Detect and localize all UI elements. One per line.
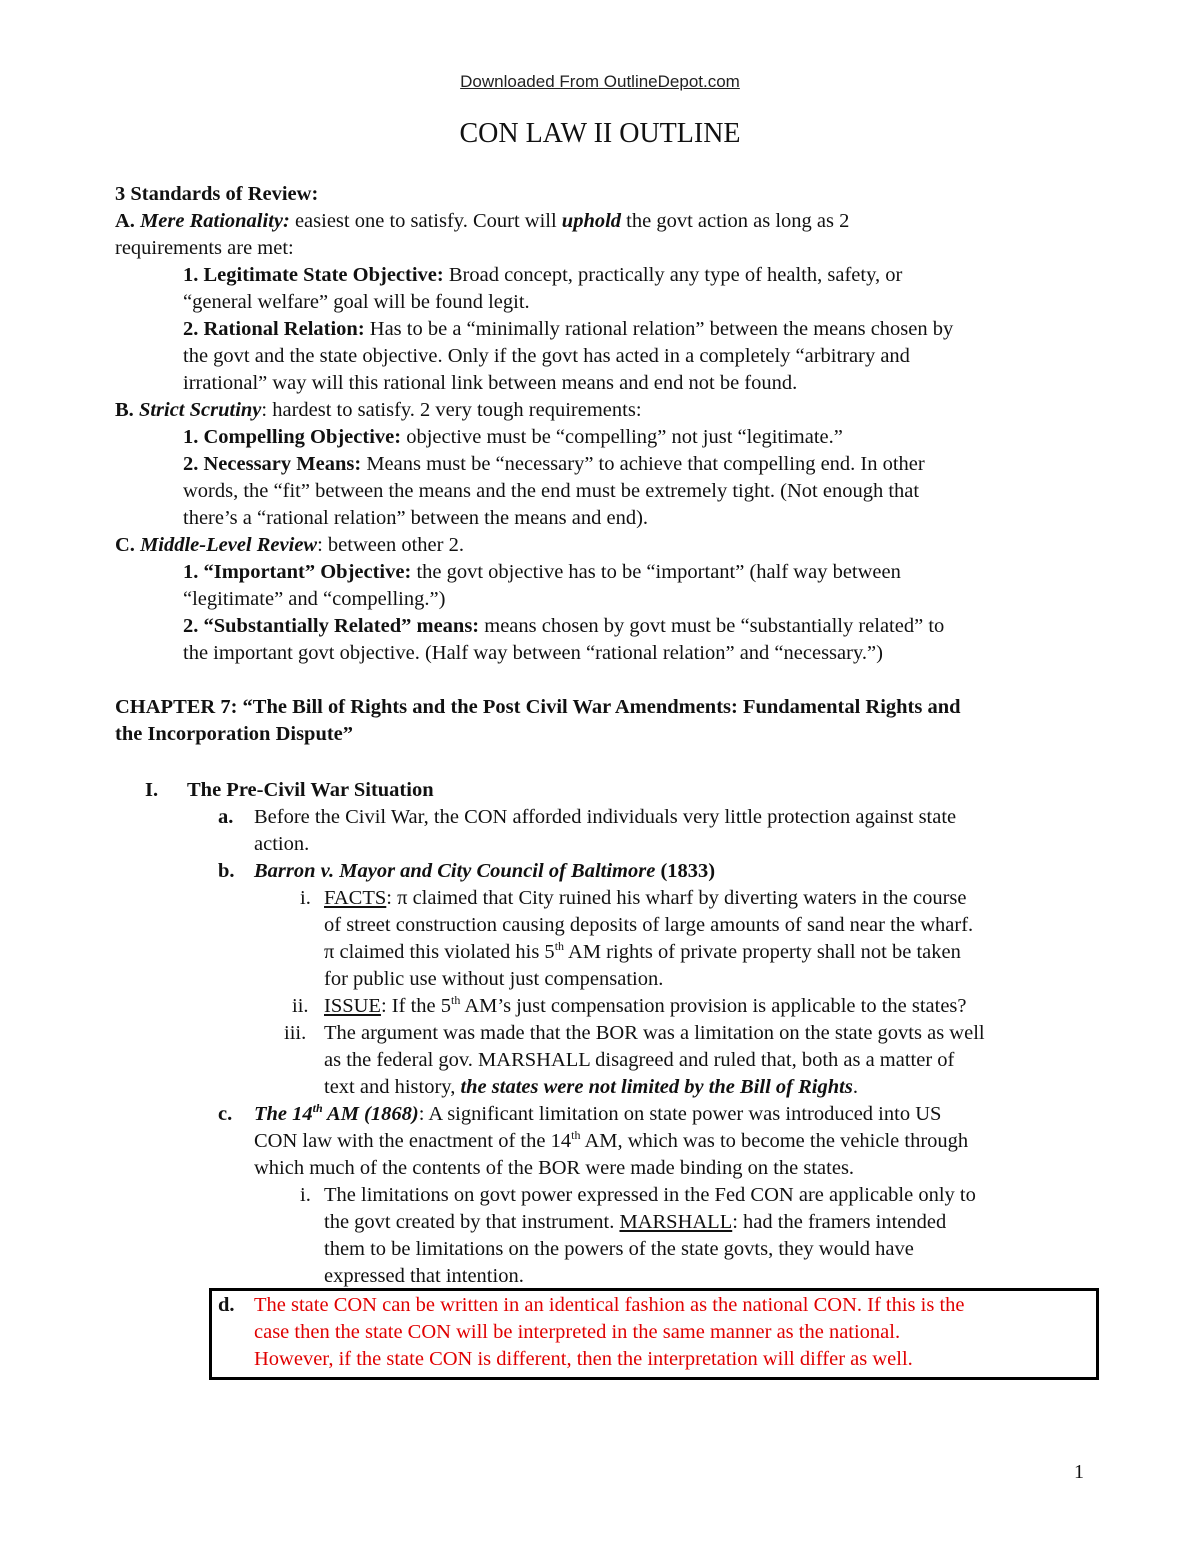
standard-b-item2-line1: 2. Necessary Means: Means must be “necessary” to achieve that compelling end. In other [183, 453, 925, 475]
standard-c-line1: C. Middle-Level Review: between other 2. [115, 534, 464, 556]
c-sub-line2: the govt created by that instrument. MARSHALL: had the framers intended [324, 1211, 947, 1233]
standard-b-item2-line2: words, the “fit” between the means and the end must be extremely tight. (Not enough that [183, 480, 920, 502]
standard-a-line1: A. Mere Rationality: easiest one to satisfy. Court will uphold the govt action as long as 2 [115, 210, 850, 232]
chapter-heading-line1: CHAPTER 7: “The Bill of Rights and the Post Civil War Amendments: Fundamental Rights and [115, 696, 961, 718]
holding-numeral: iii. [284, 1022, 307, 1044]
facts-numeral: i. [300, 887, 311, 909]
item-c-line1: The 14th AM (1868): A significant limitation on state power was introduced into US [254, 1101, 942, 1125]
c-sub-line4: expressed that intention. [324, 1265, 524, 1287]
standard-b-item1-line1: 1. Compelling Objective: objective must be “compelling” not just “legitimate.” [183, 426, 843, 448]
document-title: CON LAW II OUTLINE [459, 118, 741, 149]
standard-c-item2-line2: the important govt objective. (Half way between “rational relation” and “necessary.”) [183, 642, 883, 664]
standard-a-item2-line1: 2. Rational Relation: Has to be a “minimally rational relation” between the means chosen by [183, 318, 954, 340]
item-d-line3: However, if the state CON is different, then the interpretation will differ as well. [254, 1348, 913, 1370]
page-number: 1 [1074, 1461, 1084, 1483]
facts-line1: FACTS: π claimed that City ruined his wharf by diverting waters in the course [324, 887, 967, 909]
holding-line2: as the federal gov. MARSHALL disagreed and ruled that, both as a matter of [324, 1049, 955, 1071]
item-d-letter: d. [218, 1294, 235, 1316]
standard-b-line1: B. Strict Scrutiny: hardest to satisfy. 2 very tough requirements: [115, 399, 642, 421]
issue-numeral: ii. [292, 995, 309, 1017]
item-c-line3: which much of the contents of the BOR were made binding on the states. [254, 1157, 855, 1179]
item-c-line2: CON law with the enactment of the 14th AM, which was to become the vehicle through [254, 1128, 969, 1152]
item-a-letter: a. [218, 806, 234, 828]
item-c-letter: c. [218, 1103, 233, 1125]
standard-b-item2-line3: there’s a “rational relation” between the means and end). [183, 507, 649, 529]
facts-line2: of street construction causing deposits of large amounts of sand near the wharf. [324, 914, 974, 936]
facts-line4: for public use without just compensation. [324, 968, 664, 990]
section-heading: The Pre-Civil War Situation [187, 779, 434, 801]
item-d-line2: case then the state CON will be interpreted in the same manner as the national. [254, 1321, 901, 1343]
c-sub-line1: The limitations on govt power expressed in the Fed CON are applicable only to [324, 1184, 976, 1206]
marshall-label: MARSHALL [619, 1211, 733, 1233]
standard-a-item2-line3: irrational” way will this rational link between means and end not be found. [183, 372, 798, 394]
standard-a-item2-line2: the govt and the state objective. Only if the govt has acted in a completely “arbitrary and [183, 345, 910, 367]
c-sub-line3: them to be limitations on the powers of the state govts, they would have [324, 1238, 914, 1260]
item-d-line1: The state CON can be written in an identical fashion as the national CON. If this is the [254, 1294, 965, 1316]
standard-a-item1-line2: “general welfare” goal will be found legit. [183, 291, 530, 313]
standard-c-item2-line1: 2. “Substantially Related” means: means chosen by govt must be “substantially related” to [183, 615, 945, 637]
standard-a-line2: requirements are met: [115, 237, 294, 259]
item-b-letter: b. [218, 860, 235, 882]
holding-line1: The argument was made that the BOR was a limitation on the state govts as well [324, 1022, 985, 1044]
item-a-line1: Before the Civil War, the CON afforded individuals very little protection against state [254, 806, 957, 828]
download-source-header: Downloaded From OutlineDepot.com [460, 72, 740, 91]
facts-label: FACTS [324, 887, 387, 909]
standards-heading: 3 Standards of Review: [115, 183, 319, 205]
case-heading: Barron v. Mayor and City Council of Baltimore (1833) [254, 860, 716, 882]
standard-c-item1-line1: 1. “Important” Objective: the govt objective has to be “important” (half way between [183, 561, 901, 583]
standard-c-item1-line2: “legitimate” and “compelling.”) [183, 588, 446, 610]
c-sub-numeral: i. [300, 1184, 311, 1206]
issue-line: ISSUE: If the 5th AM’s just compensation provision is applicable to the states? [324, 993, 967, 1017]
item-a-line2: action. [254, 833, 310, 855]
holding-line3: text and history, the states were not limited by the Bill of Rights. [324, 1076, 858, 1098]
facts-line3: π claimed this violated his 5th AM rights of private property shall not be taken [324, 939, 961, 963]
issue-label: ISSUE [324, 995, 381, 1017]
standard-a-item1-line1: 1. Legitimate State Objective: Broad concept, practically any type of health, safety, or [183, 264, 903, 286]
chapter-heading-line2: the Incorporation Dispute” [115, 723, 354, 745]
section-numeral: I. [145, 779, 159, 801]
